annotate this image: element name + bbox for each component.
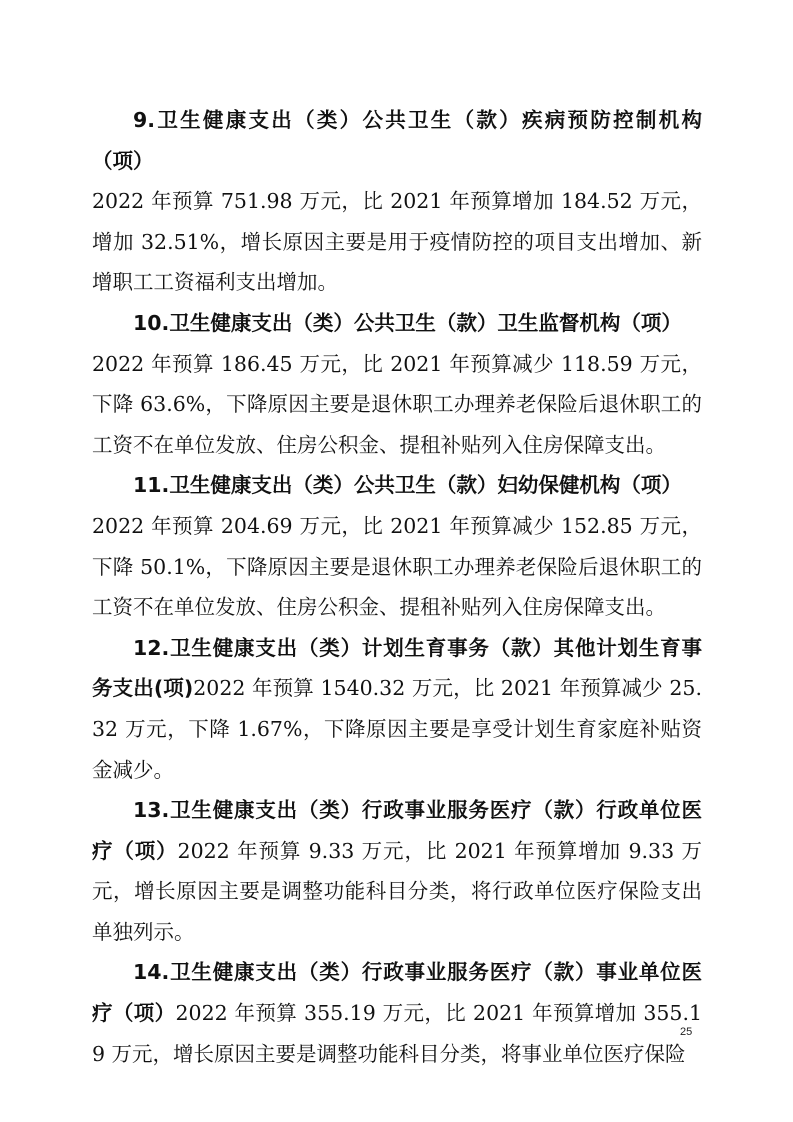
section-body: 2022 年预算 204.69 万元，比 2021 年预算减少 152.85 万元，下降 50.1%，下降原因主要是退休职工办理养老保险后退休职工的工资不在单位发放、住房公积金、提租补贴列入住房保障支出。 bbox=[92, 513, 702, 620]
section-heading: 14.卫生健康支出（类）行政事业服务医疗（款）事业单位医疗（项） bbox=[92, 960, 702, 1026]
document-page bbox=[92, 100, 702, 1074]
section-heading: 9.卫生健康支出（类）公共卫生（款）疾病预防控制机构（项） bbox=[92, 108, 702, 173]
section-14 bbox=[92, 952, 702, 1074]
section-body: 2022 年预算 186.45 万元，比 2021 年预算减少 118.59 万元，下降 63.6%，下降原因主要是退休职工办理养老保险后退休职工的工资不在单位发放、住房公积金、提租补贴列入住房保障支出。 bbox=[92, 351, 702, 457]
section-heading: 13.卫生健康支出（类）行政事业服务医疗（款）行政单位医疗（项） bbox=[92, 798, 702, 863]
section-body: 2022 年预算 751.98 万元，比 2021 年预算增加 184.52 万元，增加 32.51%，增长原因主要是用于疫情防控的项目支出增加、新增职工工资福利支出增加。 bbox=[92, 189, 702, 295]
section-9 bbox=[92, 100, 702, 303]
section-body: 2022 年预算 355.19 万元，比 2021 年预算增加 355.19 万元，增长原因主要是调整功能科目分类，将事业单位医疗保险 bbox=[92, 1001, 703, 1066]
section-heading: 11.卫生健康支出（类）公共卫生（款）妇幼保健机构（项） bbox=[133, 473, 682, 498]
section-12 bbox=[92, 628, 702, 790]
section-body: 2022 年预算 9.33 万元，比 2021 年预算增加 9.33 万元，增长原因主要是调整功能科目分类，将行政单位医疗保险支出单独列示。 bbox=[92, 838, 703, 944]
section-11 bbox=[92, 465, 702, 627]
section-10 bbox=[92, 303, 702, 465]
section-heading: 10.卫生健康支出（类）公共卫生（款）卫生监督机构（项） bbox=[133, 310, 682, 335]
section-heading: 12.卫生健康支出（类）计划生育事务（款）其他计划生育事务支出(项) bbox=[92, 635, 702, 701]
section-13 bbox=[92, 790, 702, 952]
section-body: 2022 年预算 1540.32 万元，比 2021 年预算减少 25.32 万元，下降 1.67%，下降原因主要是享受计划生育家庭补贴资金减少。 bbox=[92, 676, 702, 782]
page-number: 25 bbox=[680, 1026, 693, 1038]
